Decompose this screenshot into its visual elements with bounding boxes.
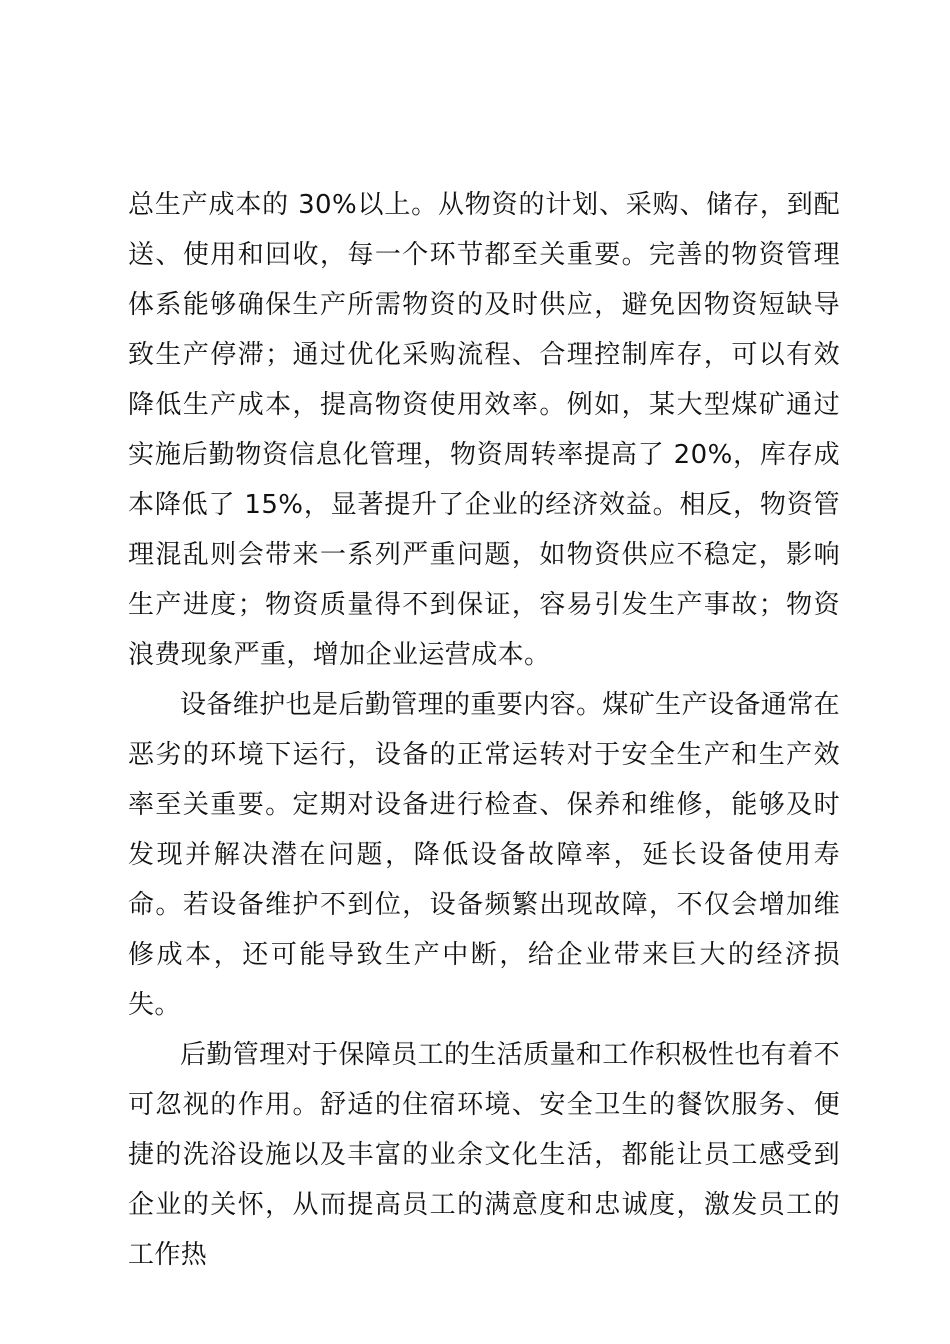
paragraph-employee-welfare: 后勤管理对于保障员工的生活质量和工作积极性也有着不可忽视的作用。舒适的住宿环境、安全卫生的餐饮服务、便捷的洗浴设施以及丰富的业余文化生活，都能让员工感受到企业的关怀，从而提高员工的满意度和忠诚度，激发员工的工作热 [128,1040,841,1270]
document-body [128,180,840,1280]
paragraph-material-management: 总生产成本的 30%以上。从物资的计划、采购、储存，到配送、使用和回收，每一个环节都至关重要。完善的物资管理体系能够确保生产所需物资的及时供应，避免因物资短缺导致生产停滞；通过优化采购流程、合理控制库存，可以有效降低生产成本，提高物资使用效率。例如，某大型煤矿通过实施后勤物资信息化管理，物资周转率提高了 20%，库存成本降低了 15%，显著提升了企业的经济效益。相反，物资管理混乱则会带来一系列严重问题，如物资供应不稳定，影响生产进度；物资质量得不到保证，容易引发生产事故；物资浪费现象严重，增加企业运营成本。 [128,190,840,670]
paragraph-equipment-maintenance: 设备维护也是后勤管理的重要内容。煤矿生产设备通常在恶劣的环境下运行，设备的正常运转对于安全生产和生产效率至关重要。定期对设备进行检查、保养和维修，能够及时发现并解决潜在问题，降低设备故障率，延长设备使用寿命。若设备维护不到位，设备频繁出现故障，不仅会增加维修成本，还可能导致生产中断，给企业带来巨大的经济损失。 [128,690,841,1020]
